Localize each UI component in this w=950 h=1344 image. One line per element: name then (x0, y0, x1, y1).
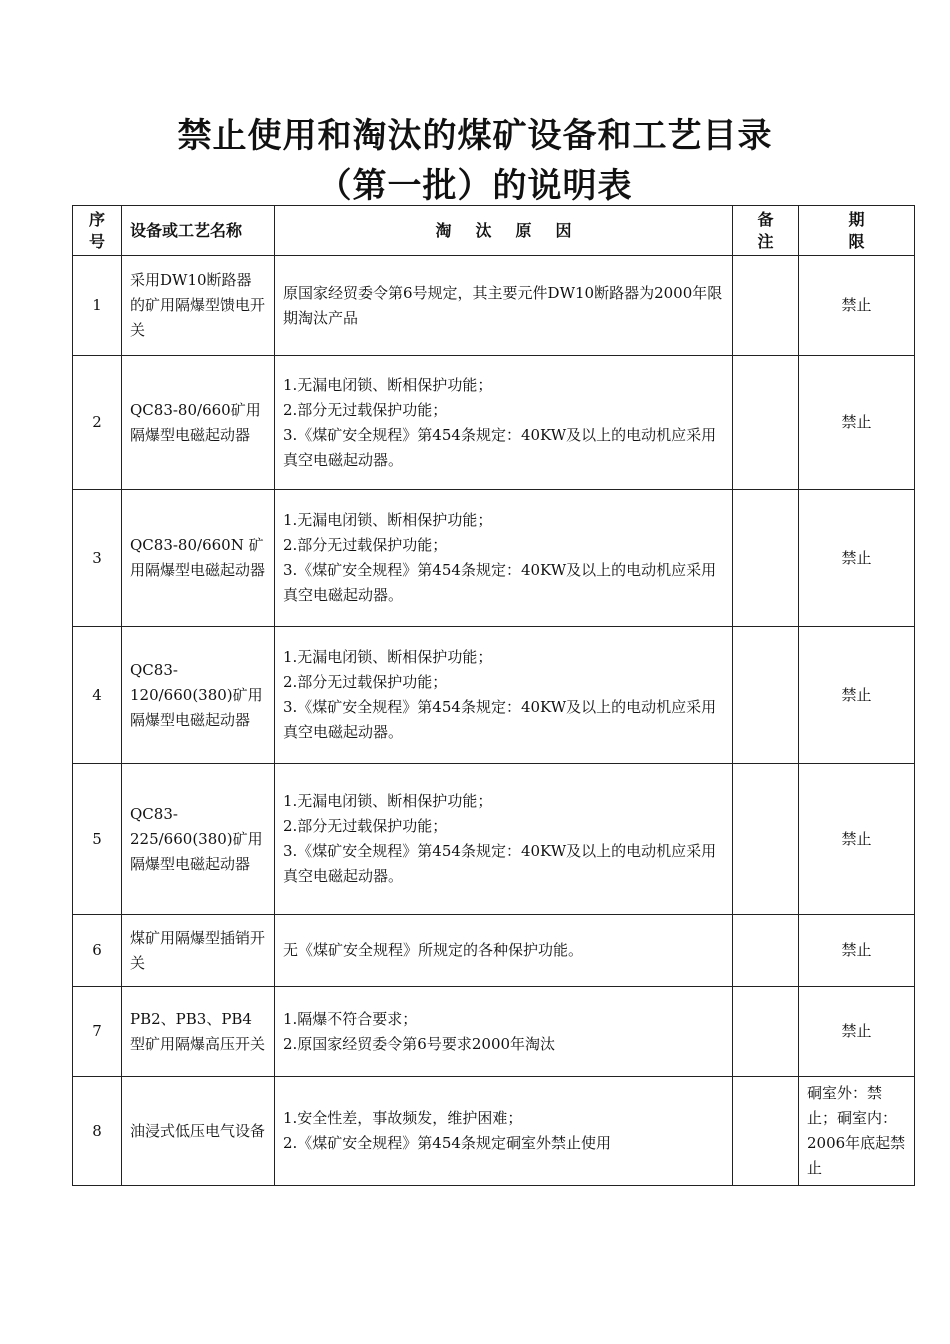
reason-line: 3.《煤矿安全规程》第454条规定：40KW及以上的电动机应采用真空电磁起动器。 (283, 842, 717, 885)
reason-line: 3.《煤矿安全规程》第454条规定：40KW及以上的电动机应采用真空电磁起动器。 (283, 561, 717, 604)
reason-line: 1.隔爆不符合要求； (283, 1009, 418, 1028)
reason-line: 2.原国家经贸委令第6号要求2000年淘汰 (283, 1034, 556, 1053)
cell-note (733, 1077, 799, 1186)
cell-term: 硐室外：禁止；硐室内：2006年底起禁止 (799, 1077, 915, 1186)
cell-term: 禁止 (799, 490, 915, 627)
cell-reason (275, 256, 733, 356)
cell-reason (275, 987, 733, 1077)
cell-note (733, 490, 799, 627)
reason-line: 无《煤矿安全规程》所规定的各种保护功能。 (283, 941, 584, 959)
cell-reason (275, 627, 733, 764)
cell-no: 3 (73, 490, 122, 627)
cell-name: PB2、PB3、PB4型矿用隔爆高压开关 (122, 987, 275, 1077)
cell-term: 禁止 (799, 356, 915, 490)
reason-line: 1.无漏电闭锁、断相保护功能； (283, 648, 493, 666)
cell-no: 5 (73, 764, 122, 915)
reason-line: 1.安全性差，事故频发，维护困难； (283, 1109, 523, 1127)
cell-note (733, 627, 799, 764)
cell-reason (275, 356, 733, 490)
reason-line: 原国家经贸委令第6号规定，其主要元件DW10断路器为2000年限期淘汰产品 (283, 283, 723, 327)
table-row (73, 1077, 915, 1186)
cell-no: 7 (73, 987, 122, 1077)
cell-reason (275, 915, 733, 987)
reason-line: 1.无漏电闭锁、断相保护功能； (283, 375, 493, 394)
cell-no: 8 (73, 1077, 122, 1186)
table-row (73, 915, 915, 987)
table-header-row (73, 206, 915, 256)
table-row (73, 490, 915, 627)
cell-name: QC83-80/660矿用隔爆型电磁起动器 (122, 356, 275, 490)
table-row (73, 987, 915, 1077)
explanation-table (72, 205, 915, 1186)
cell-name: QC83-120/660(380)矿用隔爆型电磁起动器 (122, 627, 275, 764)
cell-term: 禁止 (799, 627, 915, 764)
page-subtitle: （第一批）的说明表 (317, 166, 633, 206)
cell-no: 6 (73, 915, 122, 987)
header-note: 备 注 (733, 206, 799, 256)
reason-line: 2.部分无过载保护功能； (283, 536, 448, 554)
reason-line: 2.部分无过载保护功能； (283, 673, 448, 691)
table-row (73, 256, 915, 356)
reason-line: 3.《煤矿安全规程》第454条规定：40KW及以上的电动机应采用真空电磁起动器。 (283, 698, 717, 741)
cell-term: 禁止 (799, 915, 915, 987)
cell-reason (275, 1077, 733, 1186)
cell-term: 禁止 (799, 256, 915, 356)
reason-line: 2.《煤矿安全规程》第454条规定硐室外禁止使用 (283, 1134, 611, 1152)
header-name: 设备或工艺名称 (122, 206, 275, 256)
cell-term: 禁止 (799, 987, 915, 1077)
page-title: 禁止使用和淘汰的煤矿设备和工艺目录 (177, 116, 773, 156)
cell-no: 1 (73, 256, 122, 356)
table-row (73, 764, 915, 915)
reason-line: 3.《煤矿安全规程》第454条规定：40KW及以上的电动机应采用真空电磁起动器。 (283, 425, 717, 469)
reason-line: 2.部分无过载保护功能； (283, 400, 448, 419)
reason-line: 2.部分无过载保护功能； (283, 817, 448, 835)
cell-no: 4 (73, 627, 122, 764)
cell-no: 2 (73, 356, 122, 490)
cell-name: 油浸式低压电气设备 (122, 1077, 275, 1186)
cell-reason (275, 764, 733, 915)
cell-name: QC83-80/660N 矿用隔爆型电磁起动器 (122, 490, 275, 627)
cell-note (733, 256, 799, 356)
cell-note (733, 987, 799, 1077)
header-reason: 淘 汰 原 因 (275, 206, 733, 256)
header-no: 序 号 (73, 206, 122, 256)
cell-name: 煤矿用隔爆型插销开关 (122, 915, 275, 987)
cell-name: 采用DW10断路器的矿用隔爆型馈电开关 (122, 256, 275, 356)
cell-note (733, 356, 799, 490)
reason-line: 1.无漏电闭锁、断相保护功能； (283, 511, 493, 529)
cell-note (733, 915, 799, 987)
table-row (73, 627, 915, 764)
cell-reason (275, 490, 733, 627)
cell-note (733, 764, 799, 915)
cell-term: 禁止 (799, 764, 915, 915)
reason-line: 1.无漏电闭锁、断相保护功能； (283, 792, 493, 810)
header-term: 期 限 (799, 206, 915, 256)
table-row (73, 356, 915, 490)
cell-name: QC83-225/660(380)矿用隔爆型电磁起动器 (122, 764, 275, 915)
